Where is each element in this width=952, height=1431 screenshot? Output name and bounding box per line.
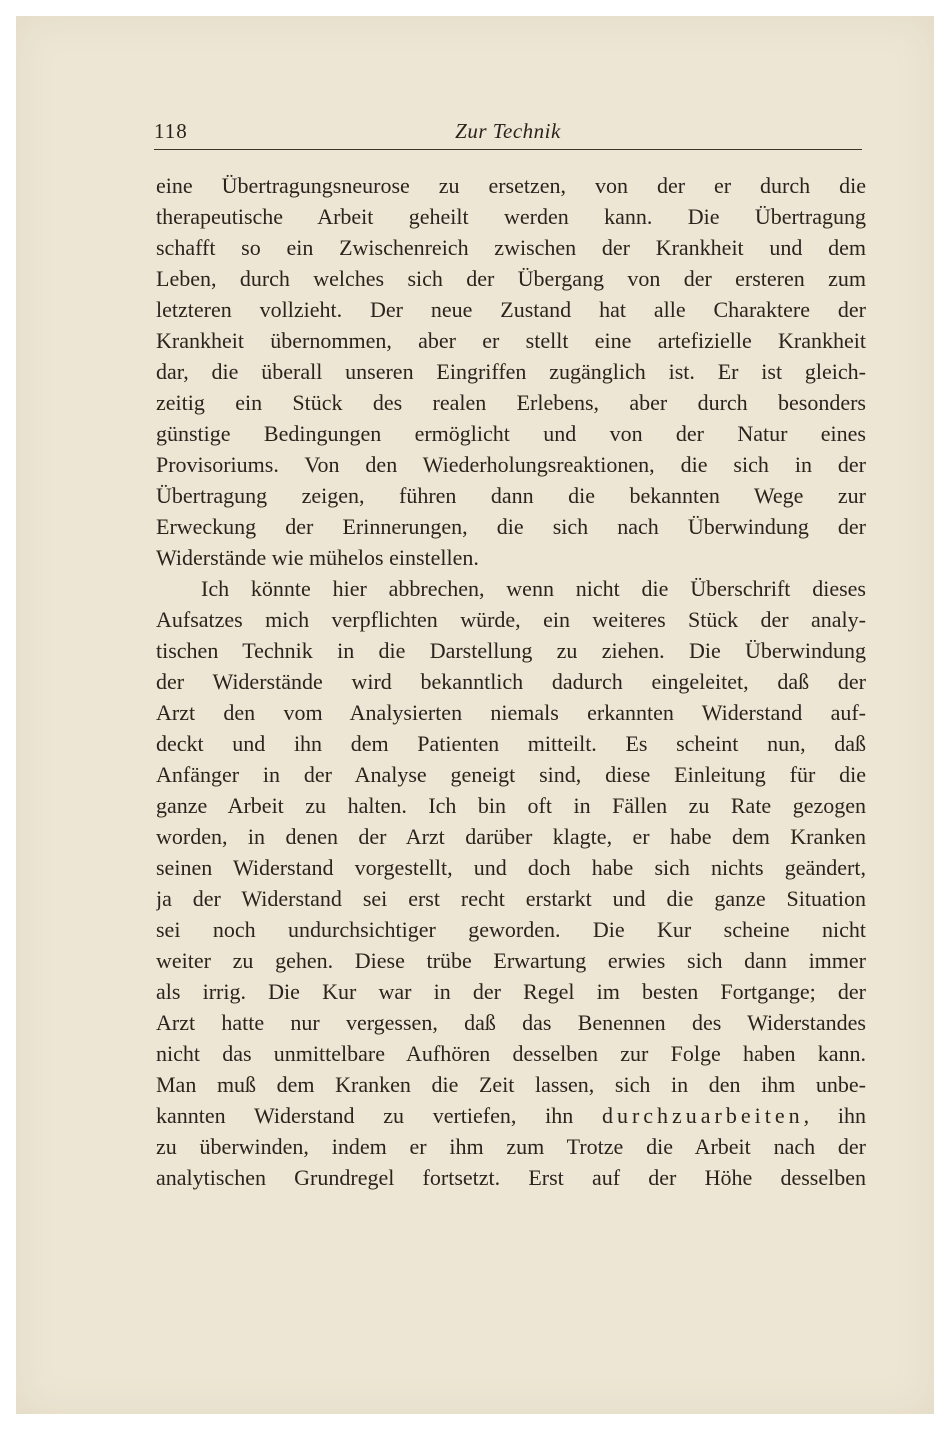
text-line: günstige Bedingungen ermöglicht und von der Natur eines: [156, 421, 866, 446]
text-line: nicht das unmittelbare Aufhören desselben zur Folge haben kann.: [156, 1041, 866, 1066]
page-header: [154, 119, 862, 150]
text-line: Erweckung der Erinnerungen, die sich nach Überwindung der: [156, 514, 866, 539]
text-line: Man muß dem Kranken die Zeit lassen, sich in den ihm unbe-: [156, 1072, 866, 1097]
text-line: eine Übertragungsneurose zu ersetzen, von der er durch die: [156, 173, 866, 198]
text-line: analytischen Grundregel fortsetzt. Erst auf der Höhe desselben: [156, 1165, 866, 1190]
text-line: Arzt hatte nur vergessen, daß das Benennen des Widerstandes: [156, 1010, 866, 1035]
text-fragment: kannten Widerstand zu vertiefen, ihn: [156, 1103, 602, 1128]
text-line: worden, in denen der Arzt darüber klagte, er habe dem Kranken: [156, 824, 866, 849]
text-line-spaced: [156, 1100, 866, 1131]
text-line: Ich könnte hier abbrechen, wenn nicht die Überschrift dieses: [201, 576, 866, 601]
text-line: Widerstände wie mühelos einstellen.: [156, 545, 479, 570]
text-line: zeitig ein Stück des realen Erlebens, aber durch besonders: [156, 390, 866, 415]
text-line: Provisoriums. Von den Wiederholungsreaktionen, die sich in der: [156, 452, 866, 477]
text-line: Übertragung zeigen, führen dann die bekannten Wege zur: [156, 483, 866, 508]
text-line: dar, die überall unseren Eingriffen zugänglich ist. Er ist gleich-: [156, 359, 866, 384]
page-number: 118: [154, 119, 188, 143]
body-text: [156, 170, 866, 1193]
text-line: als irrig. Die Kur war in der Regel im besten Fortgange; der: [156, 979, 866, 1004]
text-line: deckt und ihn dem Patienten mitteilt. Es scheint nun, daß: [156, 731, 866, 756]
text-line: sei noch undurchsichtiger geworden. Die Kur scheine nicht: [156, 917, 866, 942]
text-line: schafft so ein Zwischenreich zwischen der Krankheit und dem: [156, 235, 866, 260]
paragraph-2: [156, 573, 866, 1193]
text-line: Aufsatzes mich verpflichten würde, ein weiteres Stück der analy-: [156, 607, 866, 632]
text-line: der Widerstände wird bekanntlich dadurch eingeleitet, daß der: [156, 669, 866, 694]
text-line: weiter zu gehen. Diese trübe Erwartung erwies sich dann immer: [156, 948, 866, 973]
text-line: Leben, durch welches sich der Übergang von der ersteren zum: [156, 266, 866, 291]
paragraph-1: [156, 170, 866, 573]
text-line: letzteren vollzieht. Der neue Zustand hat alle Charaktere der: [156, 297, 866, 322]
text-line: ja der Widerstand sei erst recht erstarkt und die ganze Situation: [156, 886, 866, 911]
text-line: Arzt den vom Analysierten niemals erkannten Widerstand auf-: [156, 700, 866, 725]
text-fragment: , ihn: [803, 1103, 866, 1128]
text-line: tischen Technik in die Darstellung zu ziehen. Die Überwindung: [156, 638, 866, 663]
text-line: seinen Widerstand vorgestellt, und doch habe sich nichts geändert,: [156, 855, 866, 880]
emphasized-word: durchzuarbeiten: [601, 1103, 804, 1128]
text-line: zu überwinden, indem er ihm zum Trotze die Arbeit nach der: [156, 1134, 866, 1159]
text-line: therapeutische Arbeit geheilt werden kann. Die Übertragung: [156, 204, 866, 229]
text-line: Anfänger in der Analyse geneigt sind, diese Einleitung für die: [156, 762, 866, 787]
text-line: Krankheit übernommen, aber er stellt eine artefizielle Krankheit: [156, 328, 866, 353]
running-head: Zur Technik: [455, 119, 561, 143]
text-line: ganze Arbeit zu halten. Ich bin oft in Fällen zu Rate gezogen: [156, 793, 866, 818]
